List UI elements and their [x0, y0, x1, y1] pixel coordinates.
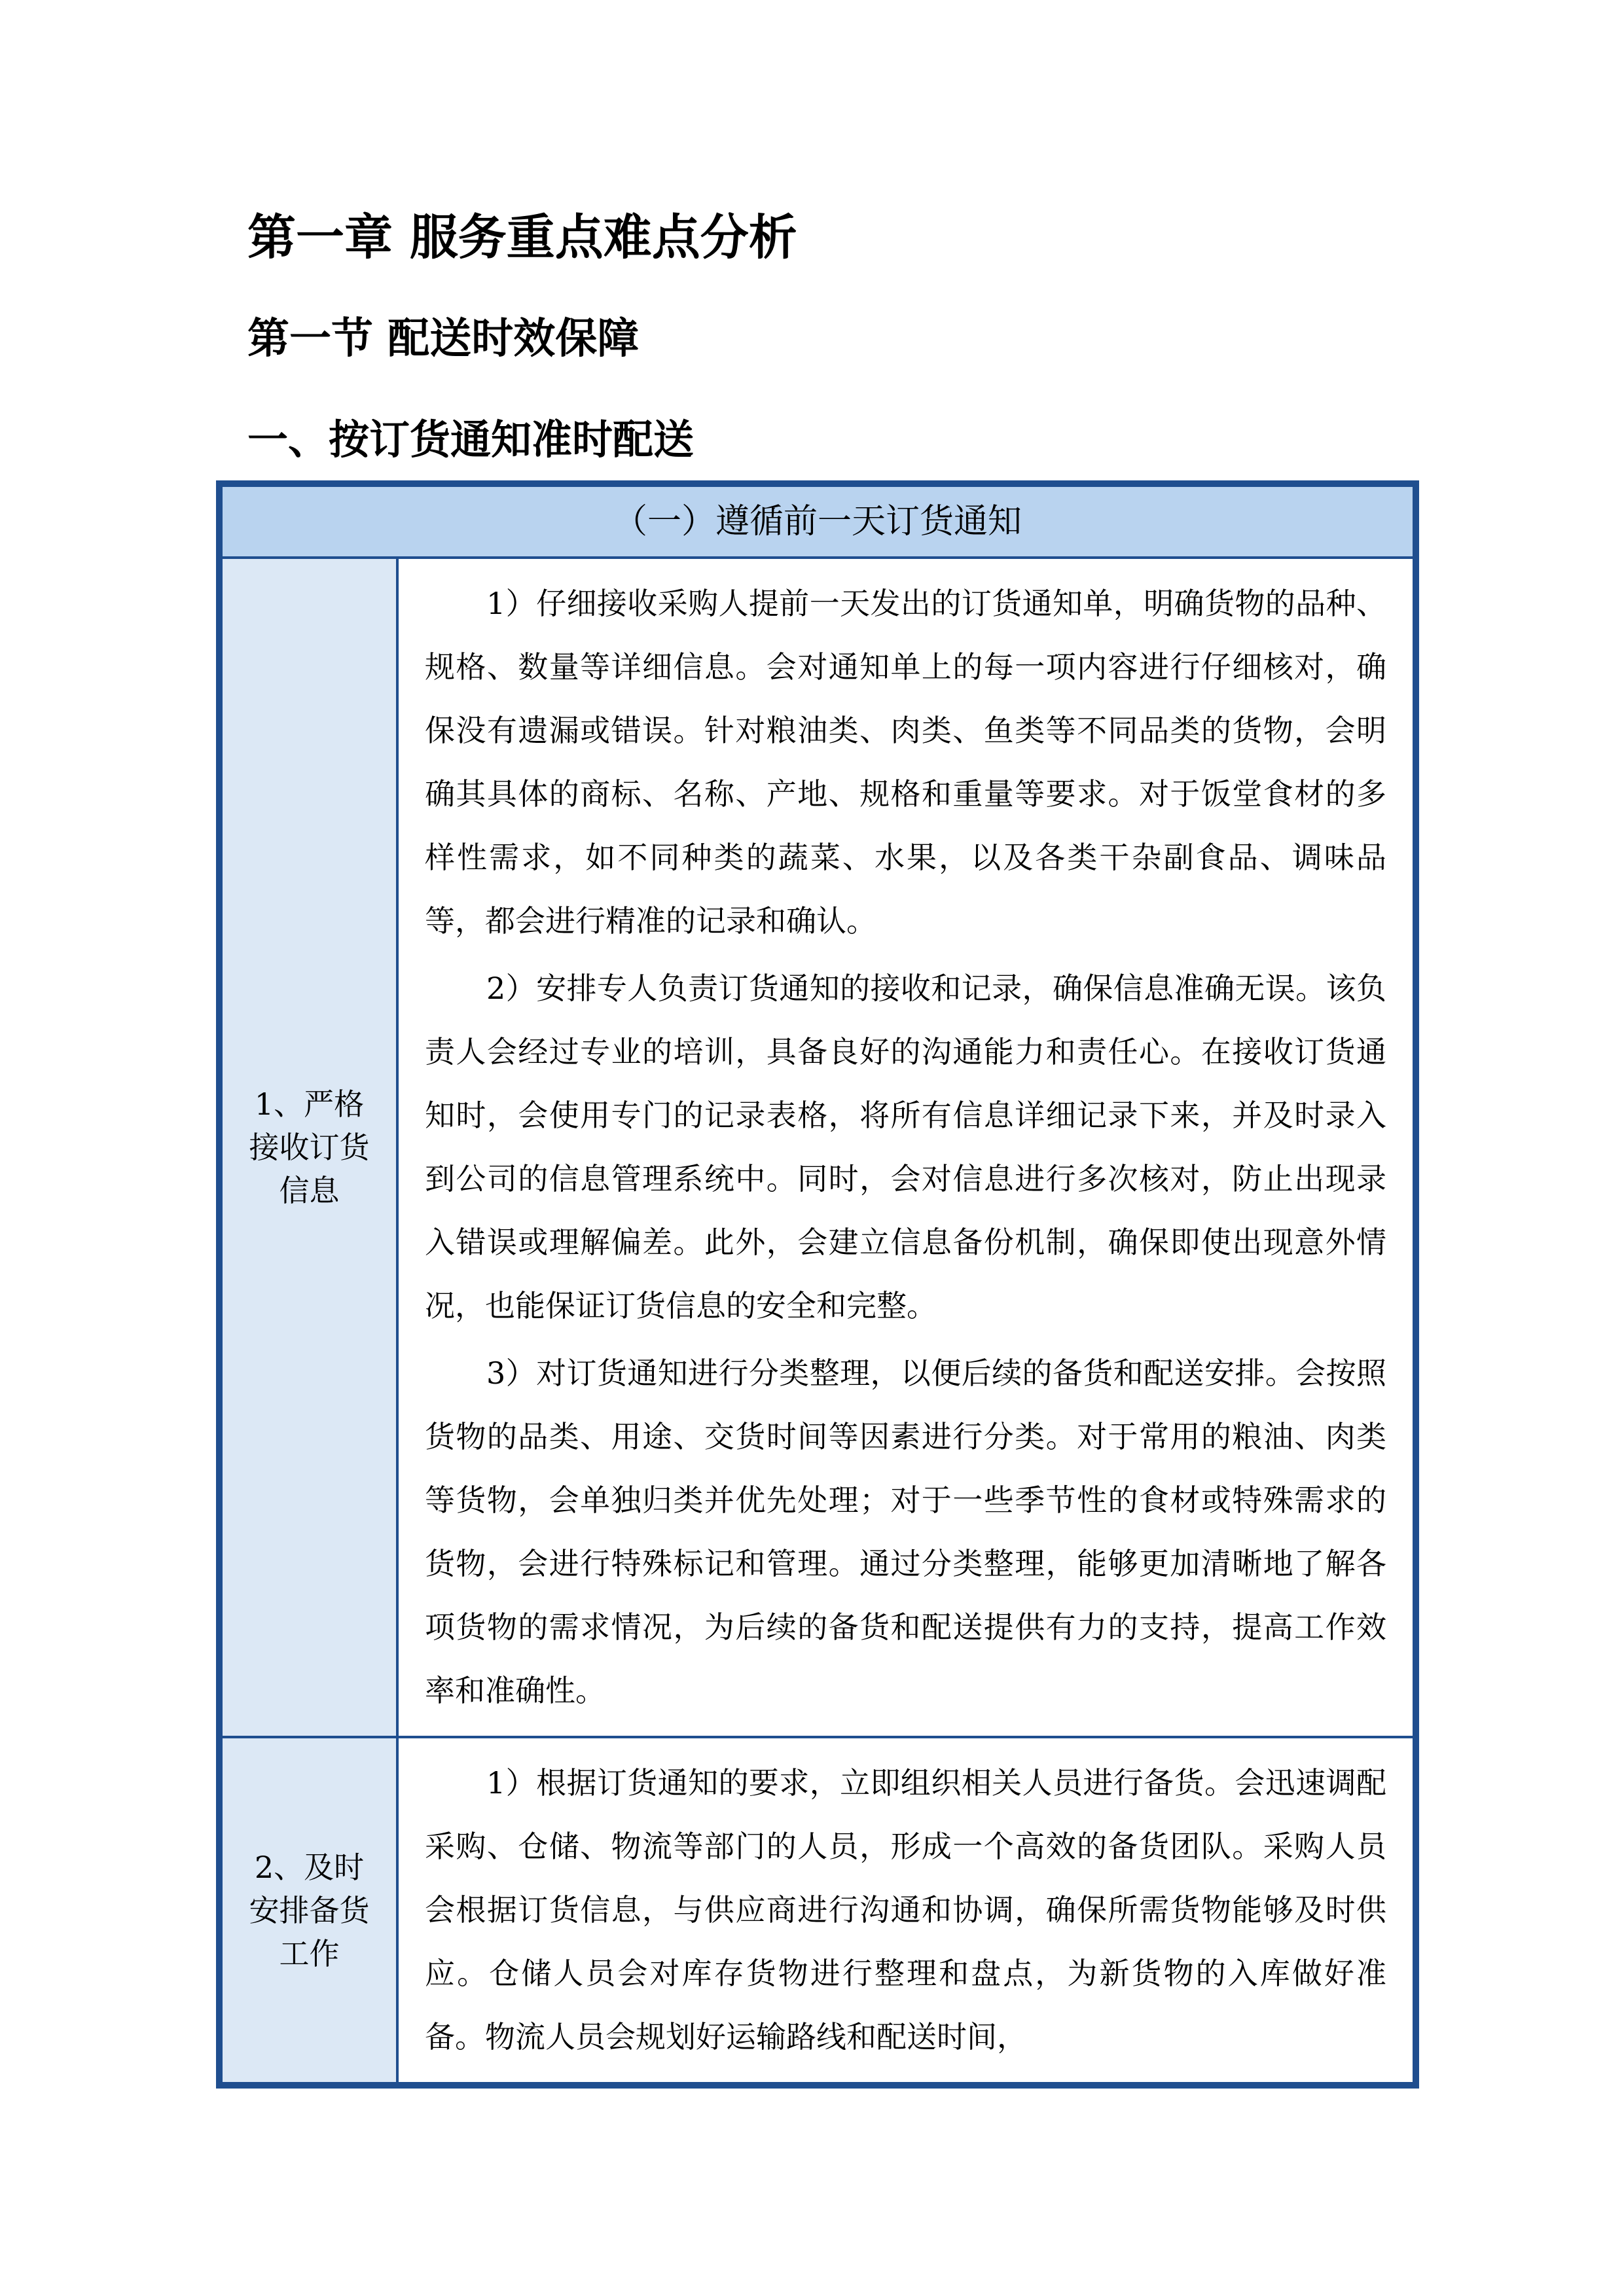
table-row [219, 558, 1416, 1737]
content-paragraph: 2）安排专人负责订货通知的接收和记录，确保信息准确无误。该负责人会经过专业的培训，具备良好的沟通能力和责任心。在接收订货通知时，会使用专门的记录表格，将所有信息详细记录下来，并及时录入到公司的信息管理系统中。同时，会对信息进行多次核对，防止出现录入错误或理解偏差。此外，会建立信息备份机制，确保即使出现意外情况，也能保证订货信息的安全和完整。 [425, 971, 1386, 1323]
chapter-title: 第一章 服务重点难点分析 [247, 209, 797, 266]
table-header: （一）遵循前一天订货通知 [219, 484, 1416, 558]
row-label-cell [219, 1737, 397, 2085]
subsection-title: 一、按订货通知准时配送 [247, 416, 695, 463]
row-label-cell [219, 558, 397, 1737]
content-paragraph: 1）仔细接收采购人提前一天发出的订货通知单，明确货物的品种、规格、数量等详细信息。会对通知单上的每一项内容进行仔细核对，确保没有遗漏或错误。针对粮油类、肉类、鱼类等不同品类的货物，会明确其具体的商标、名称、产地、规格和重量等要求。对于饭堂食材的多样性需求，如不同种类的蔬菜、水果，以及各类干杂副食品、调味品等，都会进行精准的记录和确认。 [425, 586, 1386, 939]
order-notice-table [216, 480, 1419, 2089]
row-content-cell [397, 558, 1416, 1737]
table-header-row [219, 484, 1416, 558]
content-paragraph: 3）对订货通知进行分类整理，以便后续的备货和配送安排。会按照货物的品类、用途、交货时间等因素进行分类。对于常用的粮油、肉类等货物，会单独归类并优先处理；对于一些季节性的食材或特殊需求的货物，会进行特殊标记和管理。通过分类整理，能够更加清晰地了解各项货物的需求情况，为后续的备货和配送提供有力的支持，提高工作效率和准确性。 [425, 1355, 1386, 1708]
section-title: 第一节 配送时效保障 [247, 315, 640, 363]
row-label: 2、及时安排备货工作 [249, 1849, 370, 1971]
table-row [219, 1737, 1416, 2085]
row-label: 1、严格接收订货信息 [249, 1086, 370, 1208]
row-content-cell [397, 1737, 1416, 2085]
content-paragraph: 1）根据订货通知的要求，立即组织相关人员进行备货。会迅速调配采购、仓储、物流等部门的人员，形成一个高效的备货团队。采购人员会根据订货信息，与供应商进行沟通和协调，确保所需货物能够及时供应。仓储人员会对库存货物进行整理和盘点，为新货物的入库做好准备。物流人员会规划好运输路线和配送时间， [425, 1765, 1386, 2054]
